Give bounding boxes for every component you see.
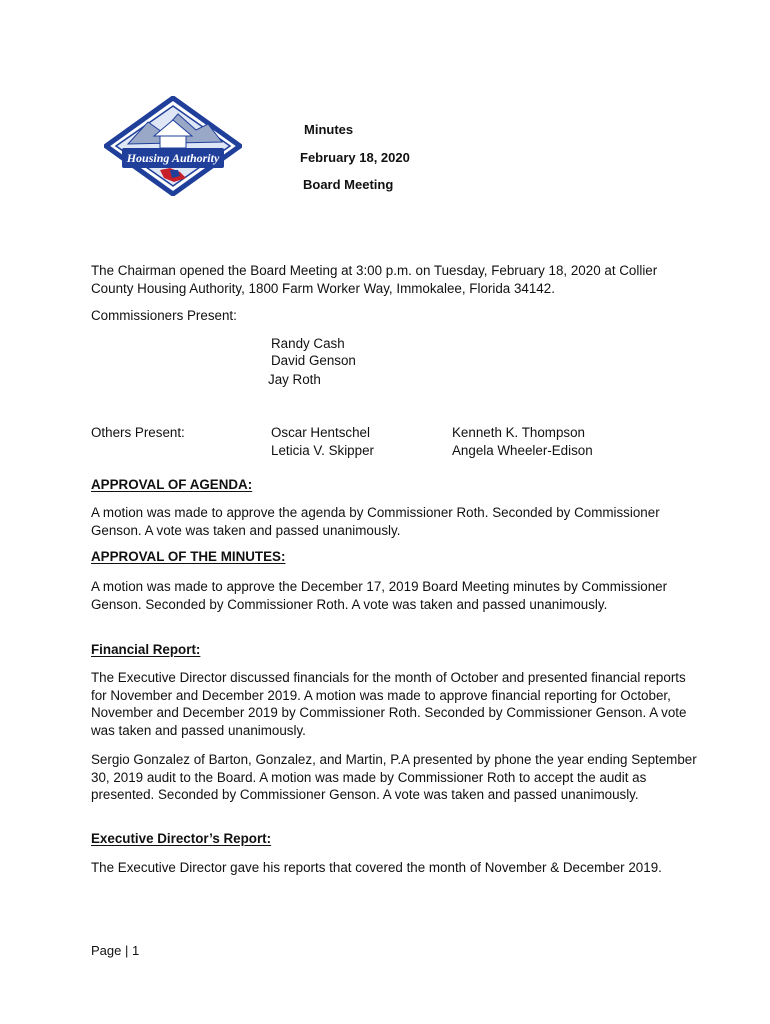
- logo-wordmark: Housing Authority: [126, 151, 220, 165]
- page-number: Page | 1: [91, 943, 140, 958]
- minutes-heading: [91, 549, 285, 564]
- financial-heading: Financial Report:: [91, 642, 201, 657]
- financial-paragraph-2: Sergio Gonzalez of Barton, Gonzalez, and Martin, P.A presented by phone the year ending September 30, 2019 audit to the Board. A motion was made by Commissioner Roth to accept the audit as presented. Seconded by Commissioner Genson. A vote was taken and passed unanimously.: [91, 752, 697, 802]
- agenda-paragraph: A motion was made to approve the agenda by Commissioner Roth. Seconded by Commissioner Genson. A vote was taken and passed unanimously.: [91, 505, 660, 538]
- commissioners-label: Commissioners Present:: [91, 308, 237, 323]
- attendee-name: Oscar Hentschel: [271, 425, 370, 440]
- attendee-name: Kenneth K. Thompson: [452, 425, 586, 440]
- minutes-heading-text: APPROVAL OF THE MINUTES: [91, 549, 281, 564]
- doc-title: Minutes: [304, 122, 354, 137]
- others-label: Others Present:: [91, 425, 185, 440]
- commissioner-name: David Genson: [271, 353, 356, 368]
- intro-paragraph: The Chairman opened the Board Meeting at 3:00 p.m. on Tuesday, February 18, 2020 at Collier County Housing Authority, 1800 Farm Worker Way, Immokalee, Florida 34142.: [91, 263, 658, 296]
- minutes-heading-colon: :: [280, 549, 286, 564]
- minutes-paragraph: A motion was made to approve the December 17, 2019 Board Meeting minutes by Commissioner Genson. Seconded by Commissioner Roth. A vote was taken and passed unanimously.: [91, 579, 668, 612]
- housing-authority-logo: [104, 96, 242, 196]
- agenda-heading: APPROVAL OF AGENDA:: [91, 477, 253, 492]
- financial-paragraph-1: The Executive Director discussed financials for the month of October and presented financial reports for November and December 2019. A motion was made to approve financial reporting for October, November and December 2019 by Commissioner Roth. Seconded by Commissioner Genson. A vote was taken and passed unanimously.: [91, 670, 687, 738]
- meeting-date: February 18, 2020: [300, 150, 410, 165]
- attendee-name: Angela Wheeler-Edison: [452, 443, 593, 458]
- executive-heading: Executive Director’s Report:: [91, 831, 272, 846]
- commissioner-name: Randy Cash: [271, 336, 345, 351]
- commissioner-name: Jay Roth: [268, 372, 321, 387]
- executive-paragraph: The Executive Director gave his reports that covered the month of November & December 2019.: [91, 860, 662, 875]
- attendee-name: Leticia V. Skipper: [271, 443, 374, 458]
- meeting-type: Board Meeting: [303, 177, 394, 192]
